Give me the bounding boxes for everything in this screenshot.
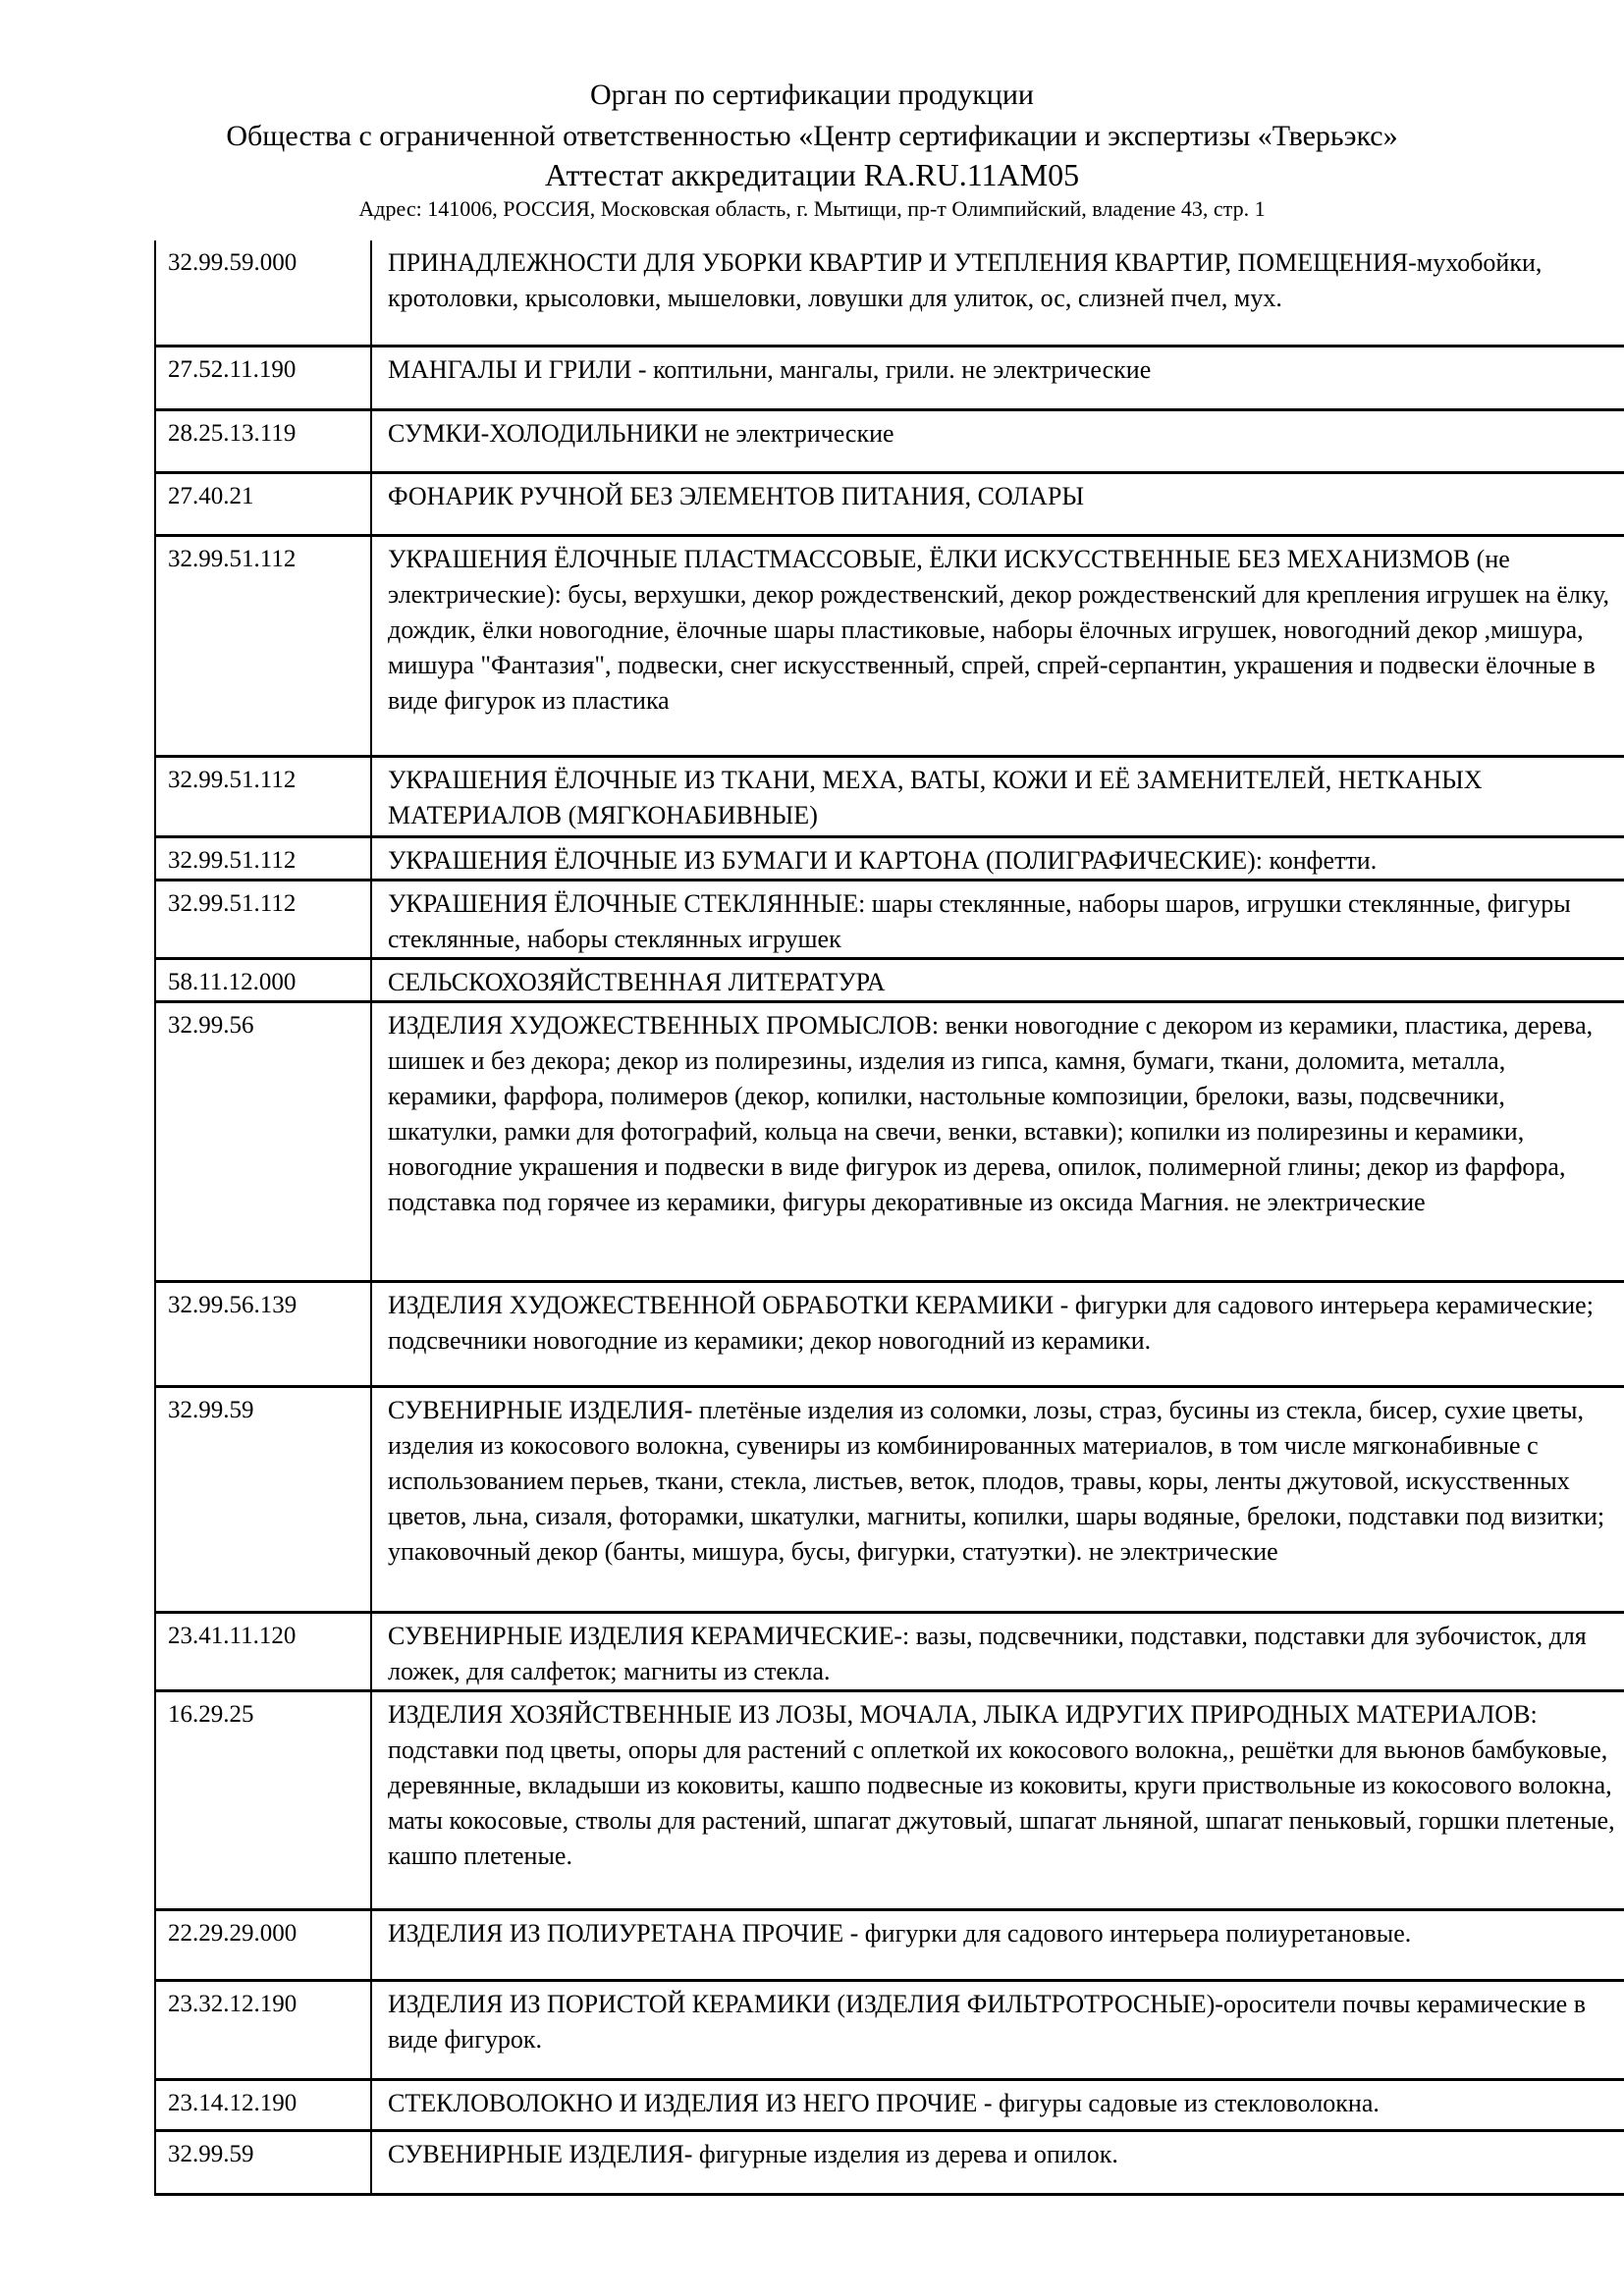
product-description: УКРАШЕНИЯ ЁЛОЧНЫЕ ПЛАСТМАССОВЫЕ, ЁЛКИ ИСКУССТВЕННЫЕ БЕЗ МЕХАНИЗМОВ (не электрические): бусы, верхушки, декор рождественский, декор рождественский для крепления игрушек на ёлку, дождик, ёлки новогодние, ёлочные шары пластиковые, наборы ёлочных игрушек, новогодний декор ,мишура, мишура "Фантазия", подвески, снег искусственный, спрей, спрей-серпантин, украшения и подвески ёлочные в виде фигурок из пластика [371,535,1624,756]
product-code: 32.99.51.112 [155,756,371,836]
table-row [155,836,1624,880]
product-description: УКРАШЕНИЯ ЁЛОЧНЫЕ СТЕКЛЯННЫЕ: шары стеклянные, наборы шаров, игрушки стеклянные, фигуры стеклянные, наборы стеклянных игрушек [371,880,1624,958]
product-code: 23.32.12.190 [155,1980,371,2079]
product-code: 32.99.59 [155,1386,371,1612]
product-code: 32.99.51.112 [155,836,371,880]
table-row [155,409,1624,472]
product-code: 22.29.29.000 [155,1909,371,1980]
product-description: МАНГАЛЫ И ГРИЛИ - коптильни, мангалы, грили. не электрические [371,346,1624,409]
product-description: СТЕКЛОВОЛОКНО И ИЗДЕЛИЯ ИЗ НЕГО ПРОЧИЕ - фигуры садовые из стекловолокна. [371,2079,1624,2130]
header-org-line: Орган по сертификации продукции [590,79,1034,111]
product-code: 23.14.12.190 [155,2079,371,2130]
header-company-line: Общества с ограниченной ответственностью «Центр сертификации и экспертизы «Тверьэкс» [226,120,1398,152]
table-row [155,958,1624,1001]
product-description: СУВЕНИРНЫЕ ИЗДЕЛИЯ КЕРАМИЧЕСКИЕ-: вазы, подсвечники, подставки, подставки для зубочисток, для ложек, для салфеток; магниты из стекла. [371,1612,1624,1690]
product-code: 32.99.56.139 [155,1281,371,1386]
table-row [155,346,1624,409]
table-row [155,2079,1624,2130]
table-row [155,880,1624,958]
product-description: ИЗДЕЛИЯ ХУДОЖЕСТВЕННОЙ ОБРАБОТКИ КЕРАМИКИ - фигурки для садового интерьера керамические; подсвечники новогодние из керамики; декор новогодний из керамики. [371,1281,1624,1386]
product-description: СУВЕНИРНЫЕ ИЗДЕЛИЯ- плетёные изделия из соломки, лозы, страз, бусины из стекла, бисер, сухие цветы, изделия из кокосового волокна, сувениры из комбинированных материалов, в том числе мягконабивные с использованием перьев, ткани, стекла, листьев, веток, плодов, травы, коры, ленты джутовой, искусственных цветов, льна, сизаля, фоторамки, шкатулки, магниты, копилки, шары водяные, брелоки, подставки под визитки; упаковочный декор (банты, мишура, бусы, фигурки, статуэтки). не электрические [371,1386,1624,1612]
product-description: СУВЕНИРНЫЕ ИЗДЕЛИЯ- фигурные изделия из дерева и опилок. [371,2130,1624,2194]
table-row [155,1909,1624,1980]
product-code: 28.25.13.119 [155,409,371,472]
product-description: СЕЛЬСКОХОЗЯЙСТВЕННАЯ ЛИТЕРАТУРА [371,958,1624,1001]
product-description: ФОНАРИК РУЧНОЙ БЕЗ ЭЛЕМЕНТОВ ПИТАНИЯ, СОЛАРЫ [371,472,1624,535]
product-description: ИЗДЕЛИЯ ХУДОЖЕСТВЕННЫХ ПРОМЫСЛОВ: венки новогодние с декором из керамики, пластика, дерева, шишек и без декора; декор из полирезины, изделия из гипса, камня, бумаги, ткани, доломита, металла, керамики, фарфора, полимеров (декор, копилки, настольные композиции, брелоки, вазы, подсвечники, шкатулки, рамки для фотографий, кольца на свечи, венки, вставки); копилки из полирезины и керамики, новогодние украшения и подвески в виде фигурок из дерева, опилок, полимерной глины; декор из фарфора, подставка под горячее из керамики, фигуры декоративные из оксида Магния. не электрические [371,1001,1624,1281]
product-code: 27.40.21 [155,472,371,535]
table-row [155,2130,1624,2194]
table-row [155,1980,1624,2079]
product-code: 16.29.25 [155,1690,371,1909]
product-code: 58.11.12.000 [155,958,371,1001]
table-row [155,472,1624,535]
product-description: УКРАШЕНИЯ ЁЛОЧНЫЕ ИЗ ТКАНИ, МЕХА, ВАТЫ, КОЖИ И ЕЁ ЗАМЕНИТЕЛЕЙ, НЕТКАНЫХ МАТЕРИАЛОВ (МЯГКОНАБИВНЫЕ) [371,756,1624,836]
product-description: ИЗДЕЛИЯ ХОЗЯЙСТВЕННЫЕ ИЗ ЛОЗЫ, МОЧАЛА, ЛЫКА ИДРУГИХ ПРИРОДНЫХ МАТЕРИАЛОВ: подставки под цветы, опоры для растений с оплеткой их кокосового волокна,, решётки для вьюнов бамбуковые, деревянные, вкладыши из коковиты, кашпо подвесные из коковиты, круги приствольные из кокосового волокна, маты кокосовые, стволы для растений, шпагат джутовый, шпагат льняной, шпагат пеньковый, горшки плетеные, кашпо плетеные. [371,1690,1624,1909]
product-code: 32.99.56 [155,1001,371,1281]
product-description: ИЗДЕЛИЯ ИЗ ПОРИСТОЙ КЕРАМИКИ (ИЗДЕЛИЯ ФИЛЬТРОТРОСНЫЕ)-оросители почвы керамические в виде фигурок. [371,1980,1624,2079]
header-attestation-line: Аттестат аккредитации RA.RU.11АМ05 [544,157,1080,192]
product-code: 32.99.59.000 [155,240,371,346]
table-row [155,240,1624,346]
product-description: ПРИНАДЛЕЖНОСТИ ДЛЯ УБОРКИ КВАРТИР И УТЕПЛЕНИЯ КВАРТИР, ПОМЕЩЕНИЯ-мухобойки, кротоловки, крысоловки, мышеловки, ловушки для улиток, ос, слизней пчел, мух. [371,240,1624,346]
header-address-line: Адрес: 141006, РОССИЯ, Московская область, г. Мытищи, пр-т Олимпийский, владение 43, стр. 1 [358,196,1266,221]
product-code: 32.99.51.112 [155,880,371,958]
table-row [155,1001,1624,1281]
table-row [155,1612,1624,1690]
table-row [155,1690,1624,1909]
table-row [155,756,1624,836]
certification-products-table [154,240,1624,2196]
product-description: СУМКИ-ХОЛОДИЛЬНИКИ не электрические [371,409,1624,472]
certification-table-body [155,240,1624,2194]
product-code: 32.99.59 [155,2130,371,2194]
product-code: 32.99.51.112 [155,535,371,756]
table-row [155,1281,1624,1386]
product-code: 23.41.11.120 [155,1612,371,1690]
table-row [155,1386,1624,1612]
table-row [155,535,1624,756]
product-code: 27.52.11.190 [155,346,371,409]
product-description: УКРАШЕНИЯ ЁЛОЧНЫЕ ИЗ БУМАГИ И КАРТОНА (ПОЛИГРАФИЧЕСКИЕ): конфетти. [371,836,1624,880]
product-description: ИЗДЕЛИЯ ИЗ ПОЛИУРЕТАНА ПРОЧИЕ - фигурки для садового интерьера полиуретановые. [371,1909,1624,1980]
